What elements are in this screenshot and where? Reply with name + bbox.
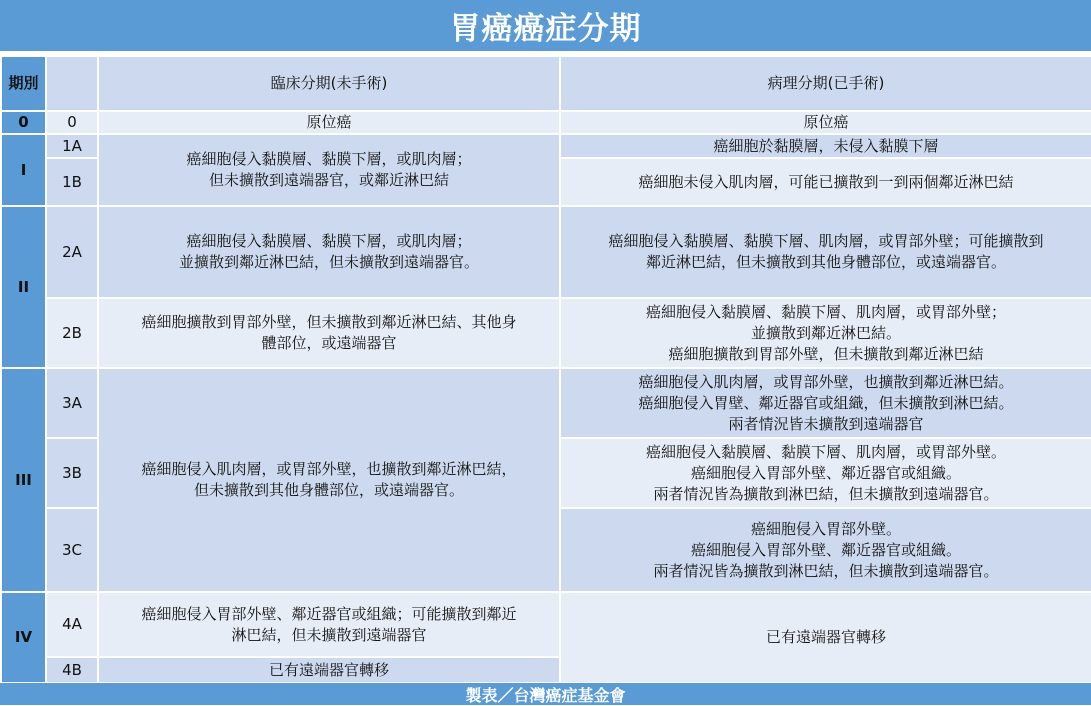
clinical-4a-line: 淋巴結，但未擴散到遠端器官 bbox=[231, 625, 427, 644]
substage-3a-label: 3A bbox=[46, 368, 98, 438]
pathological-2a-line: 鄰近淋巴結，但未擴散到其他身體部位，或遠端器官。 bbox=[645, 253, 1006, 271]
table-row bbox=[1, 592, 1091, 657]
table-row bbox=[1, 298, 1091, 368]
clinical-2a-line: 癌細胞侵入黏膜層、黏膜下層，或肌肉層； bbox=[186, 232, 472, 250]
substage-2b-label: 2B bbox=[46, 298, 98, 368]
stage-2-label: II bbox=[1, 206, 46, 368]
table-header-row bbox=[1, 56, 1091, 111]
pathological-2b-line: 並擴散到鄰近淋巴結。 bbox=[750, 323, 901, 342]
stage-4-label: IV bbox=[1, 592, 46, 683]
clinical-2b-line: 癌細胞擴散到胃部外壁，但未擴散到鄰近淋巴結、其他身 bbox=[141, 313, 517, 331]
substage-3b-label: 3B bbox=[46, 438, 98, 508]
pathological-2b-line: 癌細胞擴散到胃部外壁，但未擴散到鄰近淋巴結 bbox=[668, 344, 984, 363]
pathological-3b-line: 癌細胞侵入胃部外壁、鄰近器官或組織。 bbox=[690, 463, 961, 482]
table-row bbox=[1, 134, 1091, 158]
pathological-3b-text bbox=[560, 438, 1091, 508]
pathological-2a-text bbox=[560, 206, 1091, 298]
clinical-2a-text bbox=[98, 206, 560, 298]
substage-3c-label: 3C bbox=[46, 508, 98, 592]
pathological-2b-line: 癌細胞侵入黏膜層、黏膜下層、肌肉層，或胃部外壁； bbox=[645, 302, 1006, 321]
pathological-3a-line: 癌細胞侵入肌肉層，或胃部外壁，也擴散到鄰近淋巴結。 bbox=[638, 372, 1014, 391]
table-row bbox=[1, 368, 1091, 438]
stage-0-label: 0 bbox=[1, 111, 46, 134]
substage-header-blank bbox=[46, 56, 98, 111]
stage-1-label: I bbox=[1, 134, 46, 206]
substage-0-label: 0 bbox=[46, 111, 98, 134]
table-row bbox=[1, 111, 1091, 134]
clinical-4a-text bbox=[98, 592, 560, 657]
clinical-3-line: 癌細胞侵入肌肉層，或胃部外壁，也擴散到鄰近淋巴結， bbox=[141, 460, 517, 478]
clinical-2b-text bbox=[98, 298, 560, 368]
clinical-4b-text: 已有遠端器官轉移 bbox=[98, 657, 560, 683]
clinical-1-text bbox=[98, 134, 560, 206]
clinical-3-line: 但未擴散到其他身體部位，或遠端器官。 bbox=[193, 481, 464, 499]
pathological-1b-text: 癌細胞未侵入肌肉層，可能已擴散到一到兩個鄰近淋巴結 bbox=[560, 158, 1091, 206]
clinical-3-text bbox=[98, 368, 560, 592]
clinical-1-line: 但未擴散到遠端器官，或鄰近淋巴結 bbox=[208, 171, 449, 189]
clinical-0-text: 原位癌 bbox=[98, 111, 560, 134]
pathological-3a-text bbox=[560, 368, 1091, 438]
pathological-4-text: 已有遠端器官轉移 bbox=[560, 592, 1091, 683]
pathological-2b-text bbox=[560, 298, 1091, 368]
pathological-0-text: 原位癌 bbox=[560, 111, 1091, 134]
page-title: 胃癌癌症分期 bbox=[0, 0, 1091, 51]
pathological-3c-line: 兩者情況皆為擴散到淋巴結，但未擴散到遠端器官。 bbox=[653, 561, 999, 580]
table-row bbox=[1, 206, 1091, 298]
pathological-3c-line: 癌細胞侵入胃部外壁。 bbox=[750, 519, 901, 538]
staging-table bbox=[0, 55, 1091, 684]
substage-1b-label: 1B bbox=[46, 158, 98, 206]
pathological-1a-text: 癌細胞於黏膜層，未侵入黏膜下層 bbox=[560, 134, 1091, 158]
substage-1a-label: 1A bbox=[46, 134, 98, 158]
clinical-2a-line: 並擴散到鄰近淋巴結，但未擴散到遠端器官。 bbox=[178, 253, 479, 271]
clinical-2b-line: 體部位，或遠端器官 bbox=[261, 334, 397, 352]
pathological-3b-line: 癌細胞侵入黏膜層、黏膜下層、肌肉層，或胃部外壁。 bbox=[645, 442, 1006, 461]
footer-credit: 製表／台灣癌症基金會 bbox=[0, 683, 1091, 705]
pathological-3c-text bbox=[560, 508, 1091, 592]
substage-4a-label: 4A bbox=[46, 592, 98, 657]
substage-2a-label: 2A bbox=[46, 206, 98, 298]
clinical-1-line: 癌細胞侵入黏膜層、黏膜下層，或肌肉層； bbox=[186, 150, 472, 168]
substage-4b-label: 4B bbox=[46, 657, 98, 683]
pathological-3a-line: 癌細胞侵入胃壁、鄰近器官或組織，但未擴散到淋巴結。 bbox=[638, 393, 1014, 412]
clinical-header: 臨床分期(未手術) bbox=[98, 56, 560, 111]
stage-3-label: III bbox=[1, 368, 46, 592]
pathological-3c-line: 癌細胞侵入胃部外壁、鄰近器官或組織。 bbox=[690, 540, 961, 559]
period-header: 期別 bbox=[1, 56, 46, 111]
clinical-4a-line: 癌細胞侵入胃部外壁、鄰近器官或組織；可能擴散到鄰近 bbox=[141, 604, 517, 623]
pathological-2a-line: 癌細胞侵入黏膜層、黏膜下層、肌肉層，或胃部外壁；可能擴散到 bbox=[608, 232, 1044, 250]
pathological-header: 病理分期(已手術) bbox=[560, 56, 1091, 111]
pathological-3a-line: 兩者情況皆未擴散到遠端器官 bbox=[728, 414, 924, 433]
pathological-3b-line: 兩者情況皆為擴散到淋巴結，但未擴散到遠端器官。 bbox=[653, 484, 999, 503]
